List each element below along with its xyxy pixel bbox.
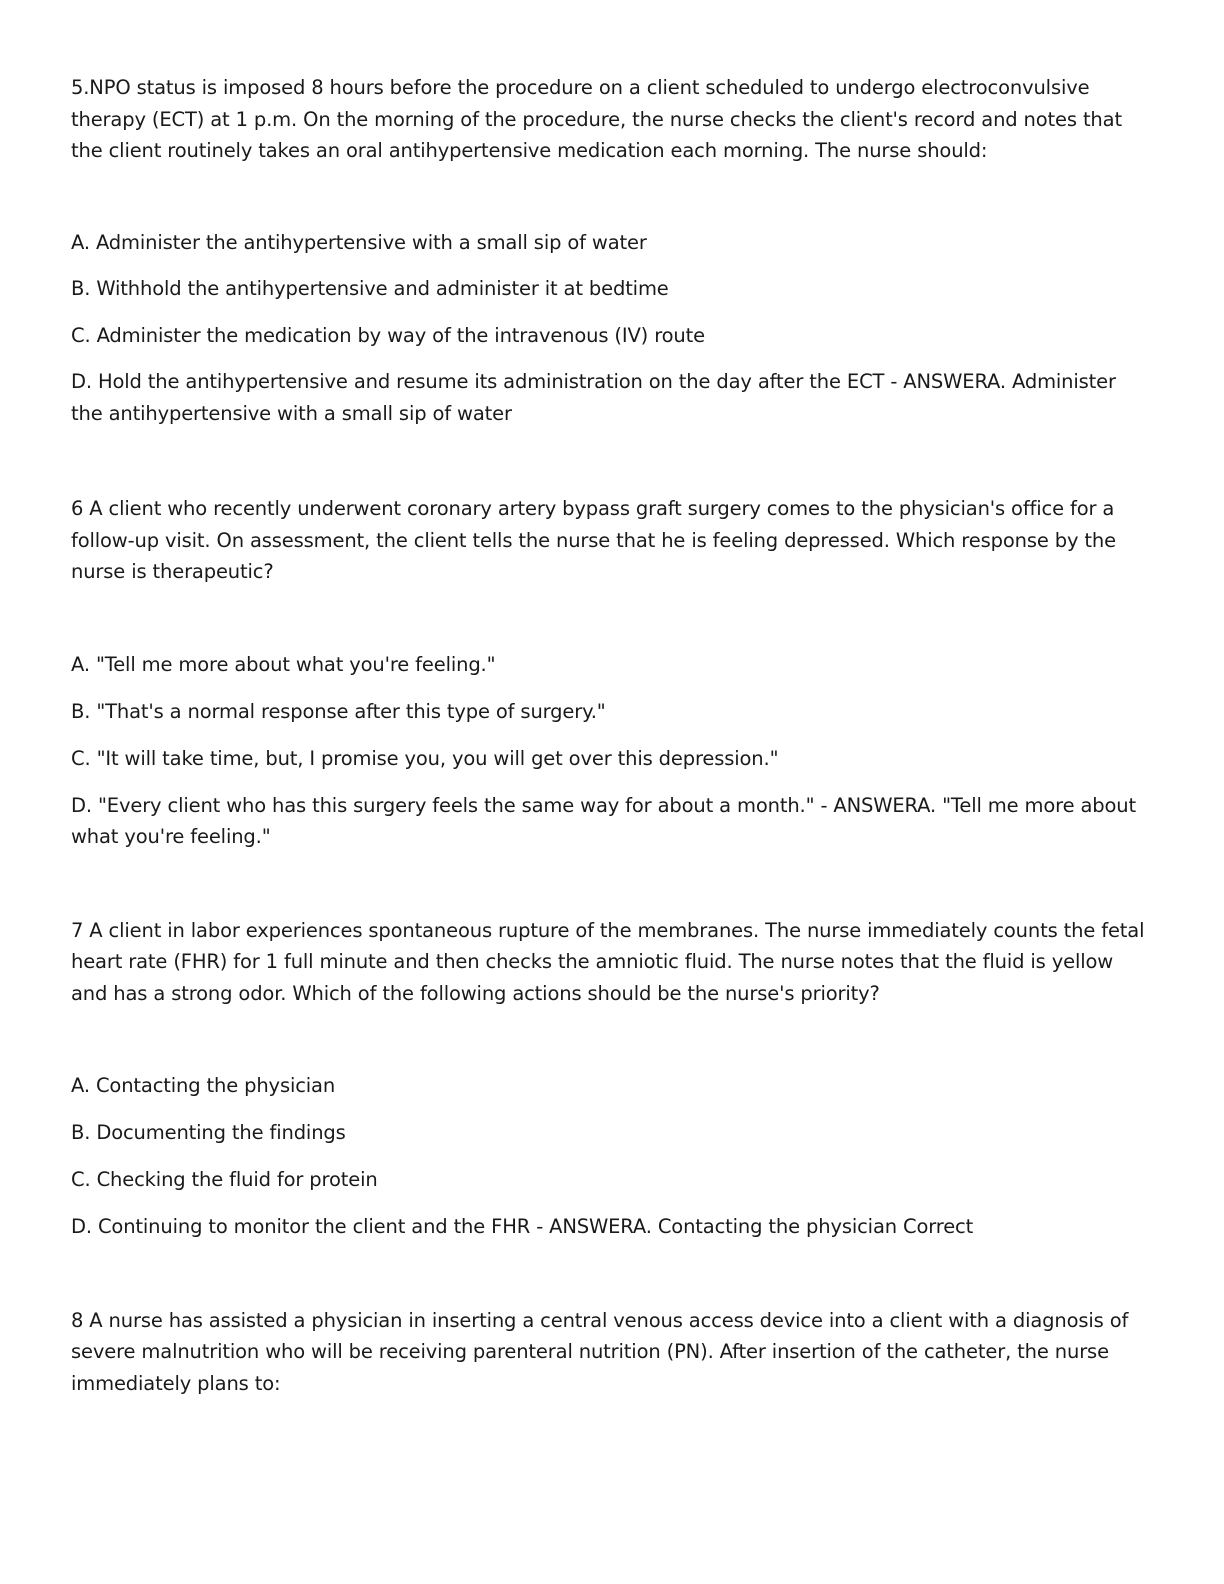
- option-a: A. Administer the antihypertensive with a small sip of water: [71, 230, 647, 254]
- option-b: B. Documenting the findings: [71, 1121, 346, 1144]
- option-list: [71, 227, 1146, 430]
- option-c: C. Administer the medication by way of the intravenous (IV) route: [71, 323, 705, 347]
- question-block: [71, 1305, 1146, 1400]
- question-text: 5.NPO status is imposed 8 hours before the procedure on a client scheduled to undergo electroconvulsive therapy (ECT) at 1 p.m. On the morning of the procedure, the nurse checks the client's record and notes that the client routinely takes an oral antihypertensive medication each morning. The nurse should:: [71, 76, 1122, 162]
- option-c: C. "It will take time, but, I promise you, you will get over this depression.": [71, 746, 779, 770]
- option-list: [71, 1070, 1146, 1243]
- question-block: [71, 72, 1146, 429]
- option-a: A. "Tell me more about what you're feeling.": [71, 652, 496, 676]
- option-d-with-answer: D. "Every client who has this surgery feels the same way for about a month." - ANSWERA. "Tell me more about what you're feeling.": [71, 793, 1137, 848]
- option-b: B. Withhold the antihypertensive and administer it at bedtime: [71, 277, 669, 300]
- question-text: 6 A client who recently underwent coronary artery bypass graft surgery comes to the physician's office for a follow-up visit. On assessment, the client tells the nurse that he is feeling depressed. Which response by the nurse is therapeutic?: [71, 497, 1116, 583]
- option-list: [71, 649, 1146, 853]
- question-text: 7 A client in labor experiences spontaneous rupture of the membranes. The nurse immediately counts the fetal heart rate (FHR) for 1 full minute and then checks the amniotic fluid. The nurse notes that the fluid is yellow and has a strong odor. Which of the following actions should be the nurse's priority?: [71, 918, 1145, 1005]
- question-text: 8 A nurse has assisted a physician in inserting a central venous access device into a client with a diagnosis of severe malnutrition who will be receiving parenteral nutrition (PN). After insertion of the catheter, the nurse immediately plans to:: [71, 1308, 1129, 1395]
- option-a: A. Contacting the physician: [71, 1074, 336, 1097]
- question-block: [71, 915, 1146, 1243]
- option-b: B. "That's a normal response after this type of surgery.": [71, 699, 606, 723]
- question-block: [71, 493, 1146, 853]
- document-page: [71, 72, 1146, 1399]
- option-d-with-answer: D. Continuing to monitor the client and the FHR - ANSWERA. Contacting the physician Correct: [71, 1215, 974, 1238]
- option-d-with-answer: D. Hold the antihypertensive and resume its administration on the day after the ECT - ANSWERA. Administer the antihypertensive with a small sip of water: [71, 370, 1116, 425]
- option-c: C. Checking the fluid for protein: [71, 1168, 378, 1191]
